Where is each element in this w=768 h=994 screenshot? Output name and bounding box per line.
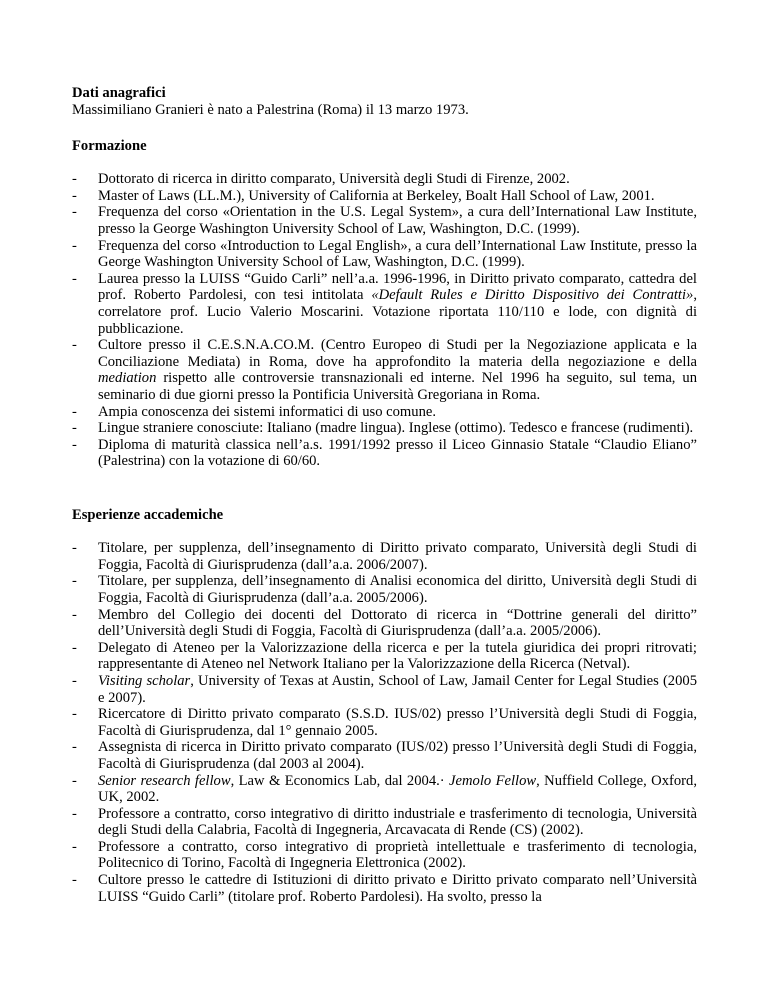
list-item: - Lingue straniere conosciute: Italiano (madre lingua). Inglese (ottimo). Tedesco e francese (rudimenti).	[72, 420, 697, 437]
list-item: - Professore a contratto, corso integrativo di proprietà intellettuale e trasferimento di tecnologia, Politecnico di Torino, Facoltà di Ingegneria Elettronica (2002).	[72, 839, 697, 872]
list-item: - Membro del Collegio dei docenti del Dottorato di ricerca in “Dottrine generali del diritto” dell’Università degli Studi di Foggia, Facoltà di Giurisprudenza (dall’a.a. 2005/2006).	[72, 607, 697, 640]
list-item: - Titolare, per supplenza, dell’insegnamento di Diritto privato comparato, Università degli Studi di Foggia, Facoltà di Giurisprudenza (dall’a.a. 2006/2007).	[72, 540, 697, 573]
list-item: - Ampia conoscenza dei sistemi informatici di uso comune.	[72, 404, 697, 421]
list-item: - Professore a contratto, corso integrativo di diritto industriale e trasferimento di tecnologia, Università degli Studi della Calabria, Facoltà di Ingegneria, Arcavacata di Rende (CS) (2002).	[72, 806, 697, 839]
list-item: - Ricercatore di Diritto privato comparato (S.S.D. IUS/02) presso l’Università degli Studi di Foggia, Facoltà di Giurisprudenza, dal 1° gennaio 2005.	[72, 706, 697, 739]
list-item	[72, 271, 697, 337]
list-item: - Dottorato di ricerca in diritto comparato, Università degli Studi di Firenze, 2002.	[72, 171, 697, 188]
item-text: Laurea presso la LUISS “Guido Carli” nell’a.a. 1996-1996, in Diritto privato comparato, cattedra del prof. Roberto Pardolesi, con tesi intitolata	[98, 270, 697, 304]
section-formazione	[72, 138, 697, 470]
list-item: - Frequenza del corso «Orientation in the U.S. Legal System», a cura dell’International Law Institute, presso la George Washington University School of Law, Washington, D.C. (1999).	[72, 204, 697, 237]
list-item: - Titolare, per supplenza, dell’insegnamento di Analisi economica del diritto, Università degli Studi di Foggia, Facoltà di Giurisprudenza (dall’a.a. 2005/2006).	[72, 573, 697, 606]
italic-term: mediation	[98, 370, 157, 387]
list-item: - Cultore presso le cattedre di Istituzioni di diritto privato e Diritto privato comparato nell’Università LUISS “Guido Carli” (titolare prof. Roberto Pardolesi). Ha svolto, presso la	[72, 872, 697, 905]
item-text: rispetto alle controversie transnazionali ed interne. Nel 1996 ha seguito, sul tema, un seminario di due giorni presso la Pontificia Università Gregoriana in Roma.	[98, 370, 697, 403]
section-esperienze-accademiche	[72, 507, 697, 905]
list-item	[72, 673, 697, 706]
list-item	[72, 337, 697, 403]
section-heading: Dati anagrafici	[72, 85, 166, 101]
list-item: - Frequenza del corso «Introduction to Legal English», a cura dell’International Law Institute, presso la George Washington University School of Law, Washington, D.C. (1999).	[72, 238, 697, 271]
item-text: Cultore presso il C.E.S.N.A.CO.M. (Centro Europeo di Studi per la Negoziazione applicata e la Conciliazione Mediata) in Roma, dove ha approfondito la materia della negoziazione e della	[98, 337, 697, 370]
list-item: - Assegnista di ricerca in Diritto privato comparato (IUS/02) presso l’Università degli Studi di Foggia, Facoltà di Giurisprudenza (dal 2003 al 2004).	[72, 739, 697, 772]
item-text: , Law & Economics Lab, dal 2004.·	[230, 772, 450, 789]
section-heading: Esperienze accademiche	[72, 507, 224, 523]
italic-term: Visiting scholar	[98, 672, 191, 689]
formazione-list	[72, 171, 697, 470]
list-item	[72, 773, 697, 806]
item-text: , Nuffield College, Oxford, UK, 2002.	[98, 772, 697, 806]
thesis-title: «Default Rules e Diritto Dispositivo dei Contratti»	[371, 287, 694, 304]
list-item: - Delegato di Ateneo per la Valorizzazione della ricerca e per la tutela giuridica dei propri ritrovati; rappresentante di Ateneo nel Network Italiano per la Valorizzazione della Ricerca (Netval).	[72, 640, 697, 673]
birth-info: Massimiliano Granieri è nato a Palestrina (Roma) il 13 marzo 1973.	[72, 101, 469, 118]
esperienze-list	[72, 540, 697, 905]
item-text: , University of Texas at Austin, School of Law, Jamail Center for Legal Studies (2005 e 2007).	[98, 672, 697, 706]
section-dati-anagrafici	[72, 85, 697, 118]
italic-term: Jemolo Fellow	[449, 772, 537, 789]
list-item: - Master of Laws (LL.M.), University of California at Berkeley, Boalt Hall School of Law, 2001.	[72, 188, 697, 205]
section-heading: Formazione	[72, 138, 147, 154]
list-item: - Diploma di maturità classica nell’a.s. 1991/1992 presso il Liceo Ginnasio Statale “Claudio Eliano” (Palestrina) con la votazione di 60/60.	[72, 437, 697, 470]
item-text: , correlatore prof. Lucio Valerio Moscarini. Votazione riportata 110/110 e lode, con dignità di pubblicazione.	[98, 287, 697, 337]
italic-term: Senior research fellow	[98, 772, 231, 789]
